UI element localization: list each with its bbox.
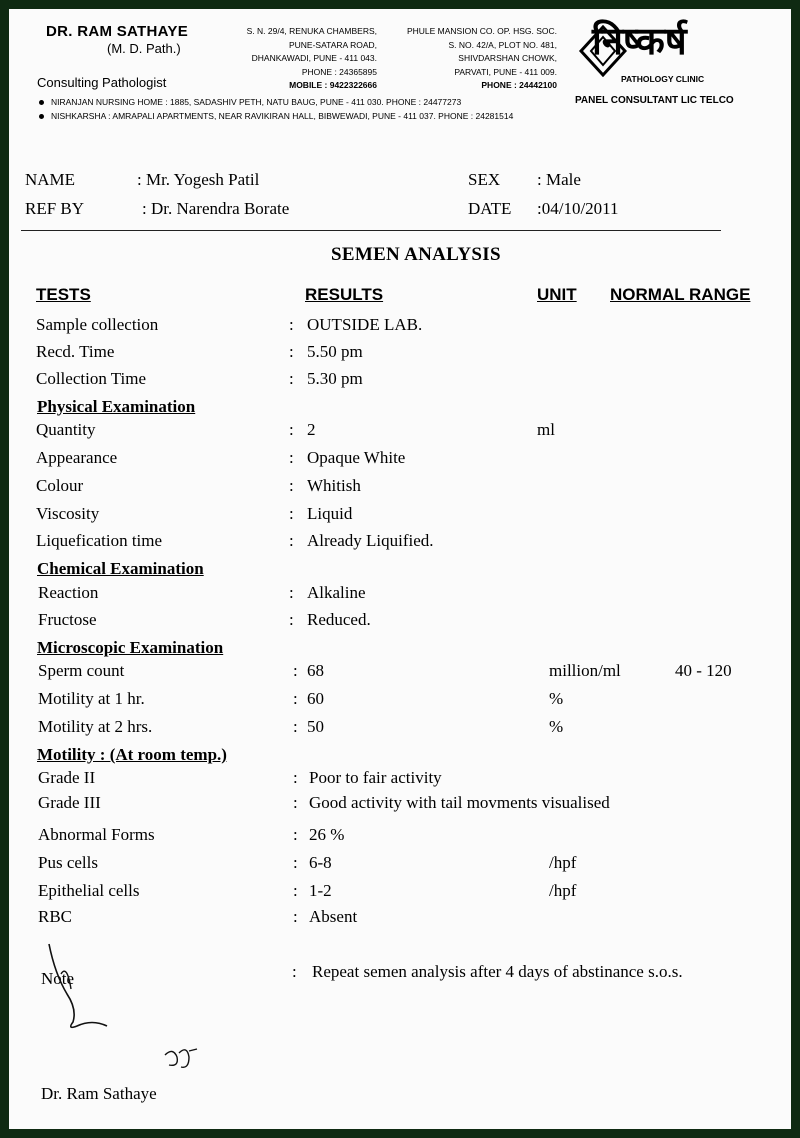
address-line: PHONE : 24442100 (481, 80, 557, 90)
address-line: DHANKAWADI, PUNE - 411 043. (251, 53, 377, 63)
test-result: Liquid (307, 504, 353, 523)
result-colon: : (293, 793, 298, 812)
result-colon: : (289, 420, 294, 439)
test-name: Motility at 1 hr. (38, 689, 145, 708)
normal-range: 40 - 120 (675, 661, 732, 680)
report-page (9, 9, 791, 1129)
doctor-role: Consulting Pathologist (37, 75, 167, 90)
test-result: Good activity with tail movments visualised (309, 793, 610, 812)
note-value: Repeat semen analysis after 4 days of abstinance s.o.s. (312, 962, 683, 981)
test-result: 5.30 pm (307, 369, 363, 388)
test-result: OUTSIDE LAB. (307, 315, 423, 334)
sex-label: SEX (468, 170, 501, 189)
doctor-name: DR. RAM SATHAYE (46, 23, 189, 40)
result-colon: : (293, 825, 298, 844)
col-range-header: NORMAL RANGE (610, 285, 751, 304)
address-line: PHULE MANSION CO. OP. HSG. SOC. (406, 26, 557, 36)
col-unit-header: UNIT (537, 285, 577, 304)
note-label: Note (41, 969, 75, 988)
signature-initials-icon (159, 1045, 204, 1075)
test-name: Motility at 2 hrs. (38, 717, 153, 736)
test-unit: million/ml (549, 661, 621, 680)
clinic-logo: निष्कर्ष (592, 21, 687, 63)
test-name: Grade II (38, 768, 96, 787)
result-colon: : (293, 853, 298, 872)
test-name: Epithelial cells (38, 881, 140, 900)
test-name: Pus cells (38, 853, 98, 872)
date-label: DATE (468, 199, 512, 218)
test-result: 2 (307, 420, 316, 439)
result-colon: : (293, 907, 298, 926)
result-colon: : (293, 717, 298, 736)
test-result: 68 (307, 661, 324, 680)
result-colon: : (289, 448, 294, 467)
sex-value: : Male (537, 170, 581, 189)
result-colon: : (289, 315, 294, 334)
test-unit: /hpf (549, 853, 577, 872)
test-name: Colour (36, 476, 84, 495)
test-name: Fructose (38, 610, 97, 629)
test-result: Opaque White (307, 448, 406, 467)
result-colon: : (289, 531, 294, 550)
result-colon: : (293, 689, 298, 708)
address-line: S. NO. 42/A, PLOT NO. 481, (448, 39, 557, 50)
address-line: SHIVDARSHAN CHOWK, (458, 53, 557, 63)
clinic-line-1: NIRANJAN NURSING HOME : 1885, SADASHIV PETH, NATU BAUG, PUNE - 411 030. PHONE : 24477273 (39, 97, 461, 107)
test-name: Sample collection (36, 315, 159, 334)
col-tests-header: TESTS (36, 285, 91, 304)
test-name: Recd. Time (36, 342, 115, 361)
result-colon: : (289, 504, 294, 523)
ref-label: REF BY (25, 199, 85, 218)
note-colon: : (292, 962, 297, 981)
test-result: Absent (309, 907, 358, 926)
test-unit: ml (537, 420, 555, 439)
test-result: 50 (307, 717, 324, 736)
address-line: S. N. 29/4, RENUKA CHAMBERS, (246, 26, 377, 36)
result-colon: : (289, 610, 294, 629)
address-line: MOBILE : 9422322666 (289, 80, 377, 90)
section-heading: Motility : (At room temp.) (37, 745, 227, 764)
test-unit: % (549, 717, 564, 736)
result-colon: : (289, 476, 294, 495)
test-result: 1-2 (309, 881, 332, 900)
address-line: PUNE-SATARA ROAD, (288, 39, 377, 50)
test-result: 6-8 (309, 853, 332, 872)
bullet-icon (39, 100, 44, 105)
test-name: Reaction (38, 583, 99, 602)
date-value: :04/10/2011 (537, 199, 619, 218)
result-colon: : (289, 342, 294, 361)
address-line: PHONE : 24365895 (301, 66, 377, 77)
ref-value: : Dr. Narendra Borate (142, 199, 290, 218)
test-name: Viscosity (36, 504, 100, 523)
test-name: Appearance (36, 448, 118, 467)
result-colon: : (289, 369, 294, 388)
address-block-1 (217, 25, 377, 93)
test-name: Liquefication time (36, 531, 163, 550)
test-name: Abnormal Forms (38, 825, 155, 844)
test-name: Quantity (36, 420, 96, 439)
test-name: Sperm count (38, 661, 125, 680)
test-result: Already Liquified. (307, 531, 434, 550)
test-result: 5.50 pm (307, 342, 363, 361)
test-name: RBC (38, 907, 73, 926)
result-colon: : (293, 661, 298, 680)
address-block-2 (387, 25, 557, 93)
divider (21, 230, 721, 231)
note-tick-mark-icon (37, 934, 117, 1034)
section-heading: Physical Examination (37, 397, 196, 416)
test-result: Whitish (307, 476, 361, 495)
result-colon: : (293, 881, 298, 900)
clinic-logo-subtitle: PATHOLOGY CLINIC (621, 74, 705, 84)
doctor-degree: (M. D. Path.) (107, 41, 181, 56)
result-colon: : (293, 768, 298, 787)
clinic-line-2: NISHKARSHA : AMRAPALI APARTMENTS, NEAR RAVIKIRAN HALL, BIBWEWADI, PUNE - 411 037. PHONE : 24281514 (39, 111, 513, 121)
signing-doctor: Dr. Ram Sathaye (41, 1084, 157, 1103)
address-line: PARVATI, PUNE - 411 009. (454, 66, 557, 77)
bullet-icon (39, 114, 44, 119)
test-result: Alkaline (307, 583, 366, 602)
section-heading: Microscopic Examination (37, 638, 224, 657)
test-result: 60 (307, 689, 324, 708)
panel-consultant: PANEL CONSULTANT LIC TELCO (575, 95, 734, 106)
name-label: NAME (25, 170, 76, 189)
test-name: Collection Time (36, 369, 147, 388)
result-colon: : (289, 583, 294, 602)
test-result: 26 % (309, 825, 345, 844)
test-unit: % (549, 689, 564, 708)
report-title: SEMEN ANALYSIS (331, 244, 501, 265)
name-value: : Mr. Yogesh Patil (137, 170, 260, 189)
test-unit: /hpf (549, 881, 577, 900)
test-result: Poor to fair activity (309, 768, 442, 787)
col-results-header: RESULTS (305, 285, 384, 304)
test-result: Reduced. (307, 610, 371, 629)
test-name: Grade III (38, 793, 101, 812)
section-heading: Chemical Examination (37, 559, 204, 578)
